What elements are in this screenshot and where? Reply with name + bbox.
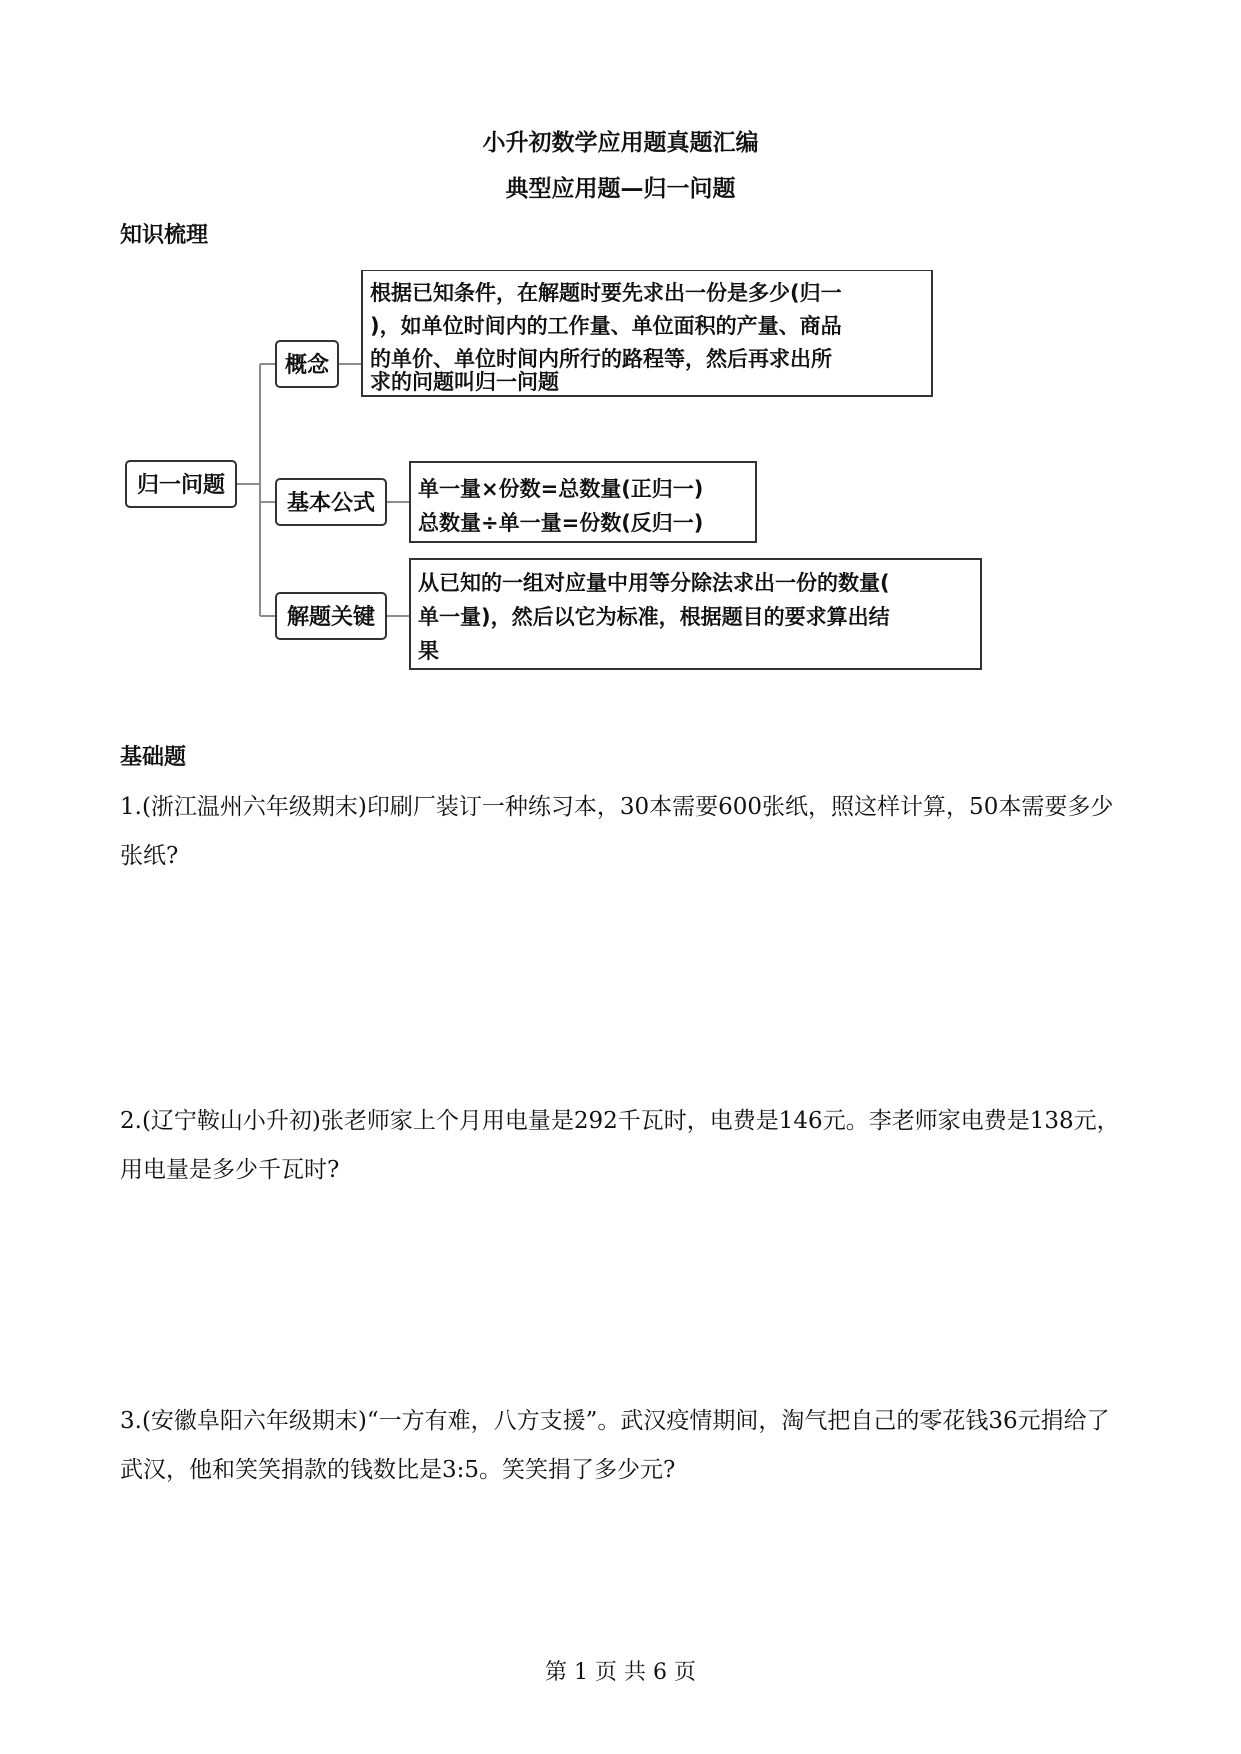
document-subtitle: 典型应用题—归一问题 [505,176,736,202]
concept-line-2: )，如单位时间内的工作量、单位面积的产量、商品 [370,314,842,338]
branch-concept-label: 概念 [284,353,330,378]
question-3: 3.(安徽阜阳六年级期末)“一方有难，八方支援”。武汉疫情期间，淘气把自己的零花钱36元捐给了武汉，他和笑笑捐款的钱数比是3:5。笑笑捐了多少元? [120,1408,1110,1483]
branch-key [276,559,981,669]
key-line-2: 单一量)，然后以它为标准，根据题目的要求算出结 [418,605,890,629]
page-footer: 第 1 页 共 6 页 [545,1660,696,1685]
concept-line-4: 求的问题叫归一问题 [370,370,559,394]
branch-formula [276,462,756,542]
section-heading-knowledge: 知识梳理 [120,223,209,248]
branch-concept [276,270,932,396]
question-1: 1.(浙江温州六年级期末)印刷厂装订一种练习本，30本需要600张纸，照这样计算，50本需要多少张纸? [120,794,1114,869]
concept-line-3: 的单价、单位时间内所行的路程等，然后再求出所 [370,347,832,371]
key-line-3: 果 [418,639,439,663]
branch-key-label: 解题关键 [286,605,376,630]
concept-line-1: 根据已知条件，在解题时要先求出一份是多少(归一 [370,281,842,305]
formula-line-2: 总数量÷单一量=份数(反归一) [418,511,704,535]
branch-formula-label: 基本公式 [286,491,376,516]
key-line-1: 从已知的一组对应量中用等分除法求出一份的数量( [418,571,890,595]
document-title: 小升初数学应用题真题汇编 [482,130,759,156]
mind-map [0,270,1241,710]
question-2: 2.(辽宁鞍山小升初)张老师家上个月用电量是292千瓦时，电费是146元。李老师家电费是138元，用电量是多少千瓦时? [120,1108,1120,1183]
root-node [126,461,236,507]
section-heading-basics: 基础题 [120,745,187,770]
formula-line-1: 单一量×份数=总数量(正归一) [418,477,704,501]
root-node-label: 归一问题 [136,473,226,498]
